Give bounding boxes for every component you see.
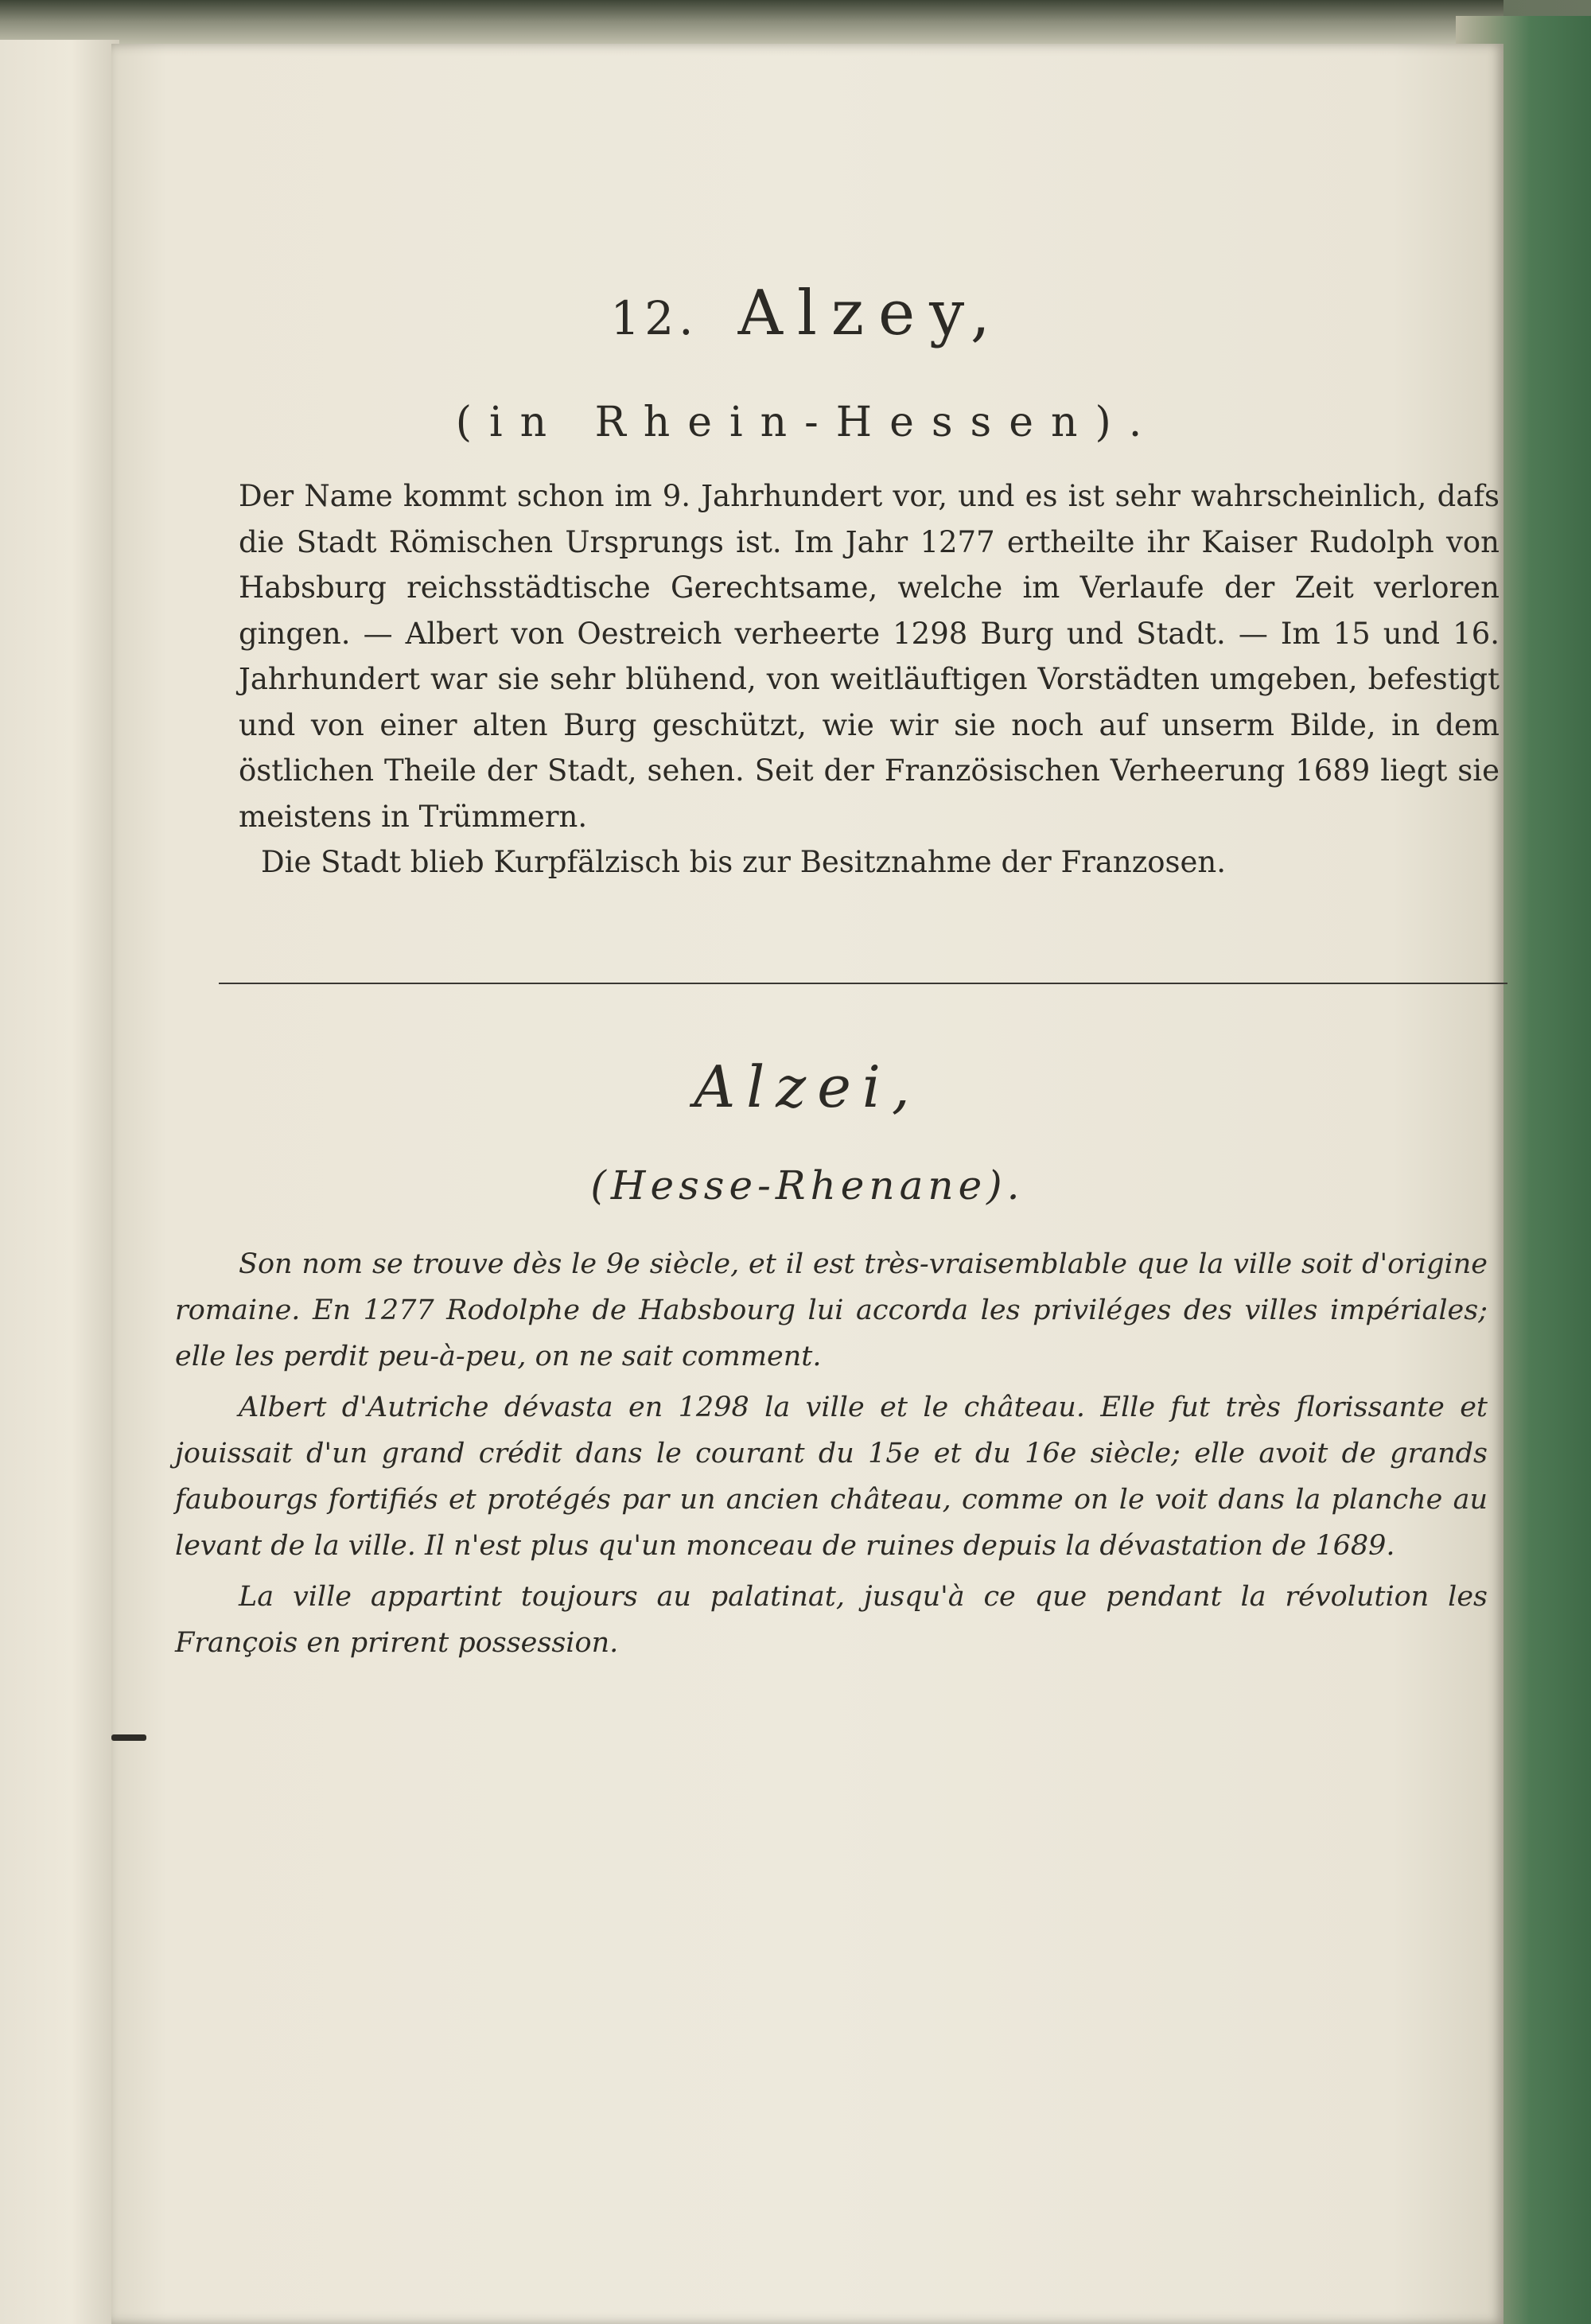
french-paragraph-3: La ville appartint toujours au palatinat, jusqu'à ce que pendant la révolution les François en prirent possession. — [175, 1581, 1488, 1659]
french-paragraph-1: Son nom se trouve dès le 9e siècle, et il est très-vraisemblable que la ville soit d'origine romaine. En 1277 Rodolphe de Habsbourg lui accorda les priviléges des villes impériales; elle les perdit peu-à-peu, on ne sait comment. — [175, 1248, 1488, 1372]
german-title — [111, 278, 1503, 349]
book-page — [111, 44, 1503, 2324]
page-content — [111, 44, 1503, 2324]
french-paragraph-2: Albert d'Autriche dévasta en 1298 la ville et le château. Elle fut très florissante et jouissait d'un grand crédit dans le courant du 15e et du 16e siècle; elle avoit de grands faubourgs fortifiés et protégés par un ancien château, comme on le voit dans la planche au levant de la ville. Il n'est plus qu'un monceau de ruines depuis la dévastation de 1689. — [175, 1392, 1488, 1562]
german-title-text: Alzey, — [737, 278, 1005, 349]
page-margin-mark — [111, 1734, 146, 1741]
section-divider — [219, 983, 1507, 984]
german-subtitle: (in Rhein-Hessen). — [455, 399, 1160, 446]
french-title: Alzei, — [694, 1053, 921, 1120]
book-top-edge — [0, 0, 1503, 48]
german-paragraph-2: Die Stadt blieb Kurpfälzisch bis zur Besitznahme der Franzosen. — [261, 845, 1226, 879]
french-subtitle: (Hesse-Rhenane). — [590, 1162, 1025, 1209]
german-title-number: 12. — [610, 291, 698, 345]
french-body — [175, 1241, 1488, 1666]
german-paragraph-1: Der Name kommt schon im 9. Jahrhundert vor, und es ist sehr wahrscheinlich, dafs die Stadt Römischen Ursprungs ist. Im Jahr 1277 ertheilte ihr Kaiser Rudolph von Habsburg reichsstädtische Gerechtsame, welche im Verlaufe der Zeit verloren gingen. — Albert von Oestreich verheerte 1298 Burg und Stadt. — Im 15 und 16. Jahrhundert war sie sehr blühend, von weitläuftigen Vorstädten umgeben, befestigt und von einer alten Burg geschützt, wie wir sie noch auf unserm Bilde, in dem östlichen Theile der Stadt, sehen. Seit der Französischen Verheerung 1689 liegt sie meistens in Trümmern. — [239, 479, 1500, 834]
left-page-sliver — [0, 40, 119, 2324]
german-body — [239, 473, 1500, 886]
